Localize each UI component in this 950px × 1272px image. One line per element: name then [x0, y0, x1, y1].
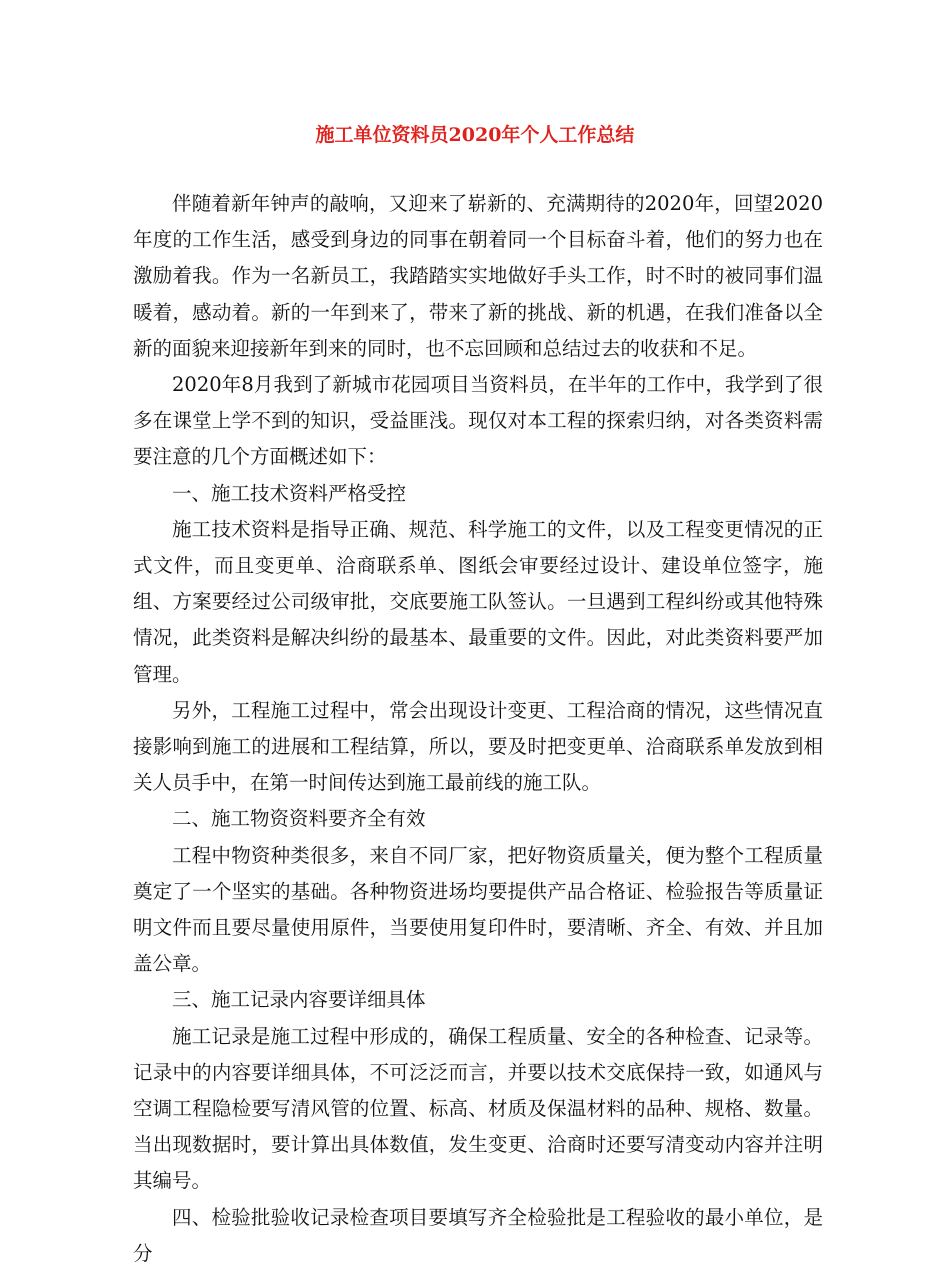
section-heading-2: 二、施工物资资料要齐全有效	[172, 807, 426, 831]
paragraph-records: 施工记录是施工过程中形成的，确保工程质量、安全的各种检查、记录等。记录中的内容要详细具体，不可泛泛而言，并要以技术交底保持一致，如通风与空调工程隐检要写清风管的位置、标高、材质及保温材料的品种、规格、数量。当出现数据时，要计算出具体数值，发生变更、洽商时还要写清变动内容并注明其编号。	[133, 1024, 823, 1193]
paragraph-materials: 工程中物资种类很多，来自不同厂家，把好物资质量关，便为整个工程质量奠定了一个坚实的基础。各种物资进场均要提供产品合格证、检验报告等质量证明文件而且要尽量使用原件，当要使用复印件时，要清晰、齐全、有效、并且加盖公章。	[133, 843, 823, 976]
paragraph-technical-docs: 施工技术资料是指导正确、规范、科学施工的文件，以及工程变更情况的正式文件，而且变更单、洽商联系单、图纸会审要经过设计、建设单位签字，施组、方案要经过公司级审批，交底要施工队签认。一旦遇到工程纠纷或其他特殊情况，此类资料是解决纠纷的最基本、最重要的文件。因此，对此类资料要严加管理。	[133, 517, 823, 686]
section-heading-1: 一、施工技术资料严格受控	[172, 481, 407, 505]
paragraph-intro: 伴随着新年钟声的敲响，又迎来了崭新的、充满期待的2020年，回望2020年度的工作生活，感受到身边的同事在朝着同一个目标奋斗着，他们的努力也在激励着我。作为一名新员工，我踏踏实实地做好手头工作，时不时的被同事们温暖着，感动着。新的一年到来了，带来了新的挑战、新的机遇，在我们准备以全新的面貌来迎接新年到来的同时，也不忘回顾和总结过去的收获和不足。	[133, 192, 823, 360]
document-title: 施工单位资料员2020年个人工作总结	[315, 124, 635, 146]
paragraph-changes: 另外，工程施工过程中，常会出现设计变更、工程洽商的情况，这些情况直接影响到施工的进展和工程结算，所以，要及时把变更单、洽商联系单发放到相关人员手中，在第一时间传达到施工最前线的施工队。	[133, 698, 823, 795]
paragraph-project: 2020年8月我到了新城市花园项目当资料员，在半年的工作中，我学到了很多在课堂上学不到的知识，受益匪浅。现仅对本工程的探索归纳，对各类资料需要注意的几个方面概述如下：	[133, 373, 823, 469]
section-heading-3: 三、施工记录内容要详细具体	[172, 988, 426, 1012]
document-body	[133, 186, 823, 1272]
paragraph-inspection: 四、检验批验收记录检查项目要填写齐全检验批是工程验收的最小单位，是分	[133, 1205, 823, 1265]
